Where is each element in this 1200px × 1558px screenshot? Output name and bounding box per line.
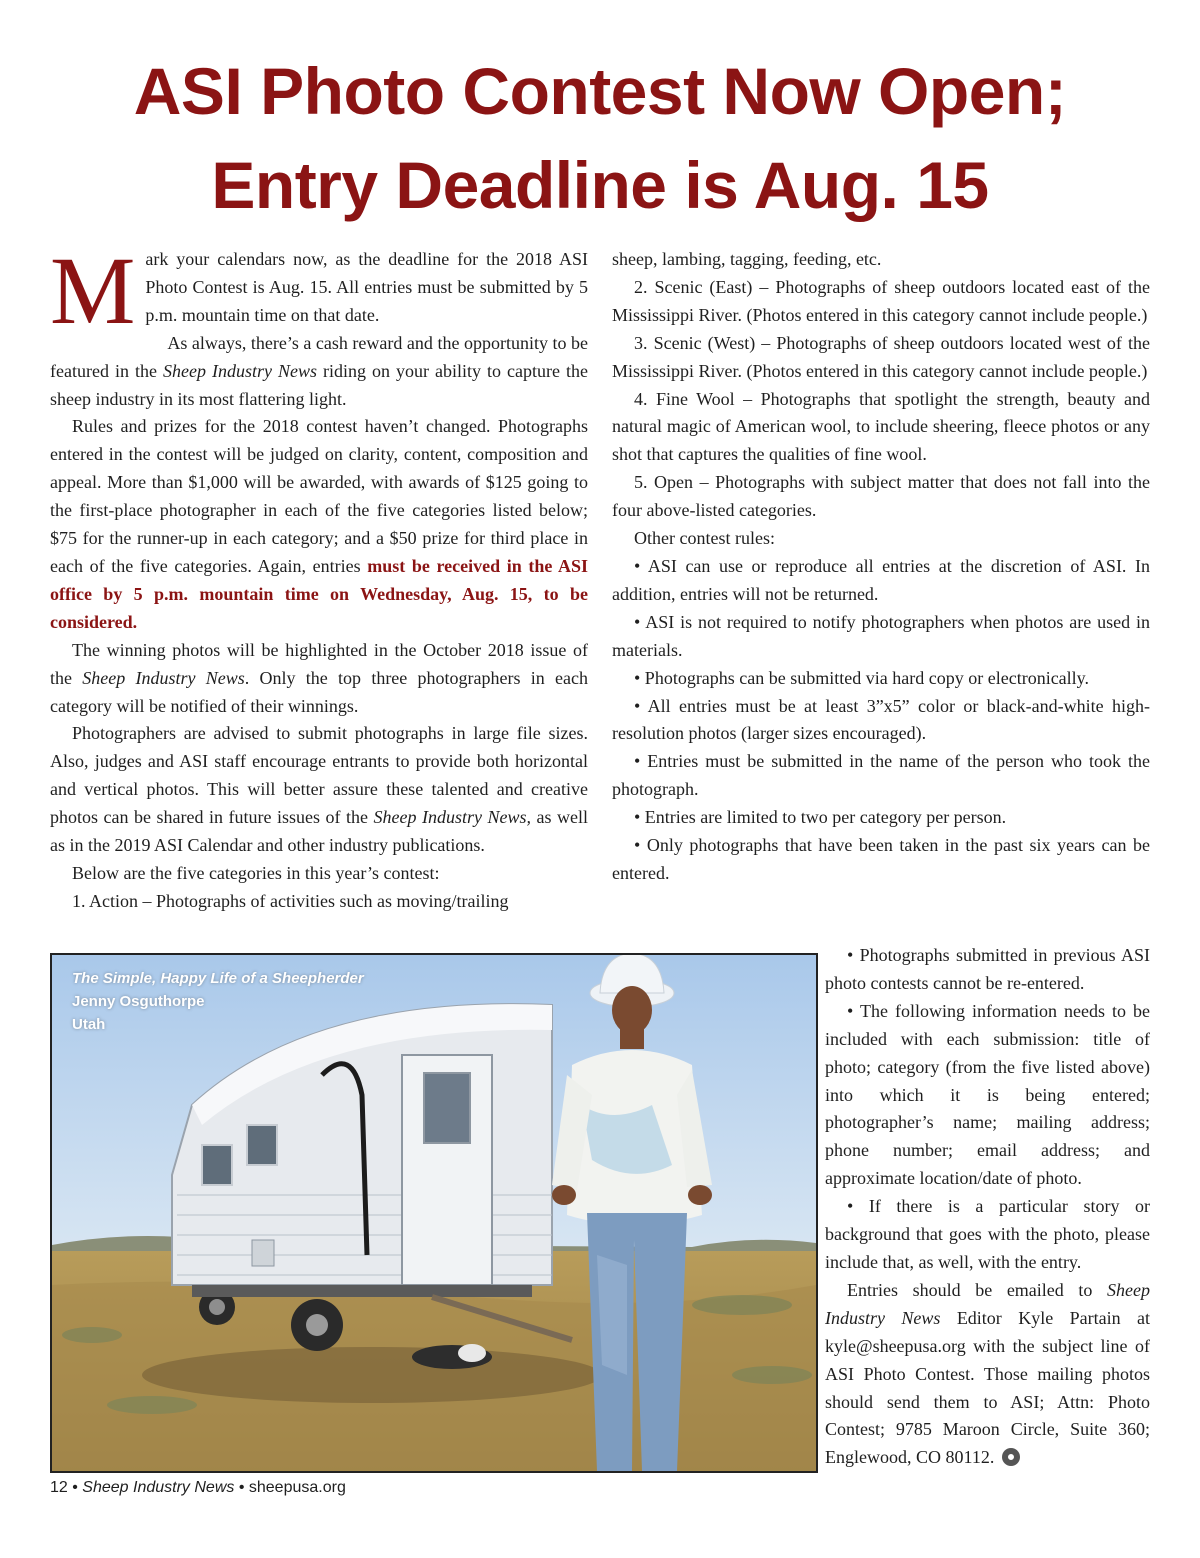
rule-item: • ASI can use or reproduce all entries at the discretion of ASI. In addition, entries will not be returned.: [612, 555, 1150, 604]
category-fine-wool: 4. Fine Wool – Photographs that spotlight the strength, beauty and natural magic of American wool, to include sheering, fleece photos or any shot that captures the qualities of fine wool.: [612, 388, 1150, 465]
headline-line-1: ASI Photo Contest Now Open;: [133, 54, 1067, 128]
headline: [0, 44, 1200, 232]
photographer-name: Jenny Osguthorpe: [72, 993, 205, 1010]
category-open: 5. Open – Photographs with subject matter that does not fall into the four above-listed categories.: [612, 472, 1150, 521]
page-number: 12 •: [50, 1479, 78, 1496]
paragraph-intro: [50, 237, 588, 344]
rule-item: • Photographs submitted in previous ASI photo contests cannot be re-entered.: [825, 945, 1150, 993]
article-column-left: [50, 237, 589, 916]
article-column-right: [612, 246, 1150, 888]
sheep-logo-icon: [1002, 1448, 1020, 1466]
category-scenic-west: 3. Scenic (West) – Photographs of sheep outdoors located west of the Mississippi River. (Photos entered in this category cannot include people.): [612, 332, 1150, 381]
intro-text: ark your calendars now, as the deadline for the 2018 ASI Photo Contest is Aug. 15. All entries must be submitted by 5 p.m. mountain time on that date.: [145, 249, 588, 325]
publication-name: Sheep Industry News: [162, 360, 317, 381]
rule-item: • Entries must be submitted in the name of the person who took the photograph.: [612, 751, 1150, 800]
rule-item: • Entries are limited to two per category per person.: [634, 807, 1007, 828]
rule-item: • If there is a particular story or background that goes with the photo, please include that, as well, with the entry.: [825, 1196, 1150, 1272]
paragraph-winners: The winning photos will be highlighted in the October 2018 issue of the Sheep Industry News. Only the top three photographers in each category will be notified of their winnings.: [50, 639, 589, 716]
photo-title: The Simple, Happy Life of a Sheepherder: [72, 970, 364, 987]
article-column-bottom: [825, 942, 1150, 1472]
featured-photo: [50, 953, 818, 1473]
page-footer: [50, 1479, 346, 1497]
photo-caption: [72, 967, 364, 1036]
rule-item: • The following information needs to be included with each submission: title of photo; category (from the five listed above) into which it is being entered; photographer’s name; mailing address; phone number; email address; and approximate location/date of photo.: [825, 1000, 1150, 1189]
publication-name: Sheep Industry News: [82, 667, 245, 688]
footer-website: • sheepusa.org: [238, 1479, 346, 1496]
rules-heading: Other contest rules:: [634, 528, 775, 549]
headline-line-2: Entry Deadline is Aug. 15: [211, 148, 989, 222]
footer-publication: Sheep Industry News: [82, 1479, 235, 1496]
category-action: 1. Action – Photographs of activities such as moving/trailing: [72, 890, 509, 911]
category-action-cont: sheep, lambing, tagging, feeding, etc.: [612, 249, 882, 269]
publication-name: Sheep Industry News: [825, 1279, 1150, 1328]
submission-instructions: Entries should be emailed to Sheep Industry News Editor Kyle Partain at kyle@sheepusa.org with the subject line of ASI Photo Contest. Those mailing photos should send them to ASI; Attn: Photo Contest; 9785 Maroon Circle, Suite 360; Englewood, CO 80112.: [825, 1279, 1150, 1468]
rule-item: • ASI is not required to notify photographers when photos are used in materials.: [612, 611, 1150, 660]
rule-item: • Photographs can be submitted via hard copy or electronically.: [634, 667, 1090, 688]
paragraph-rules-prizes: Rules and prizes for the 2018 contest haven’t changed. Photographs entered in the contest will be judged on clarity, content, composition and appeal. More than $1,000 will be awarded, with awards of $125 going to the first-place photographer in each of the five categories listed below; $75 for the runner-up in each category; and a $50 prize for third place in each of the five categories. Again, entries must be received in the ASI office by 5 p.m. mountain time on Wednesday, Aug. 15, to be considered.: [50, 416, 588, 632]
paragraph-reward: As always, there’s a cash reward and the opportunity to be featured in the Sheep Industry News riding on your ability to capture the sheep industry in its most flattering light.: [50, 332, 588, 409]
paragraph-categories-intro: Below are the five categories in this year’s contest:: [72, 862, 440, 883]
photo-location: Utah: [72, 1016, 106, 1033]
rule-item: • Only photographs that have been taken in the past six years can be entered.: [612, 835, 1150, 883]
rule-item: • All entries must be at least 3”x5” color or black-and-white high-resolution photos (larger sizes encouraged).: [612, 695, 1150, 744]
paragraph-advice: Photographers are advised to submit photographs in large file sizes. Also, judges and ASI staff encourage entrants to provide both horizontal and vertical photos. This will better assure these talented and creative photos can be shared in future issues of the Sheep Industry News, as well as in the 2019 ASI Calendar and other industry publications.: [50, 723, 589, 856]
deadline-emphasis: must be received in the ASI office by 5 p.m. mountain time on Wednesday, Aug. 15, to be considered.: [50, 555, 588, 632]
category-scenic-east: 2. Scenic (East) – Photographs of sheep outdoors located east of the Mississippi River. (Photos entered in this category cannot include people.): [612, 276, 1150, 325]
publication-name: Sheep Industry News,: [373, 807, 531, 828]
drop-cap: M: [50, 237, 136, 344]
